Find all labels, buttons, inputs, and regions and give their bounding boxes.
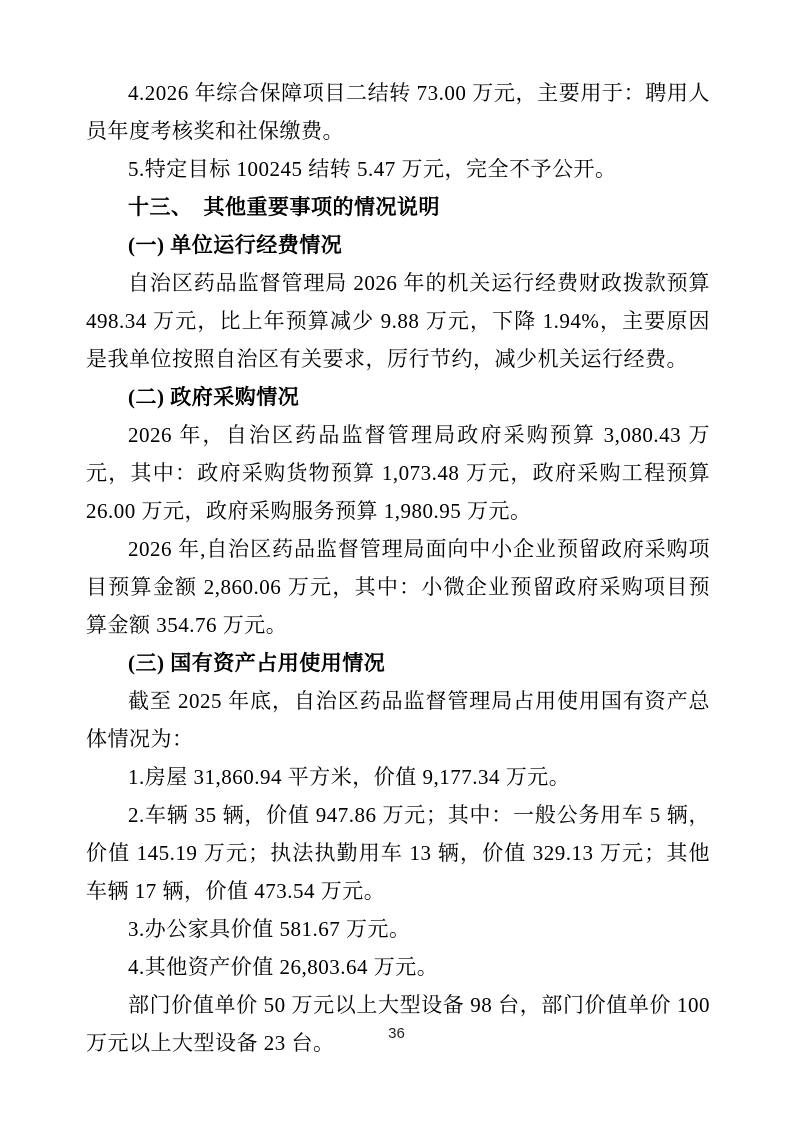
paragraph-assets-housing: 1.房屋 31,860.94 平方米，价值 9,177.34 万元。 [128, 765, 571, 789]
paragraph-assets-vehicles: 2.车辆 35 辆，价值 947.86 万元；其中：一般公务用车 5 辆，价值 145.19 万元；执法执勤用车 13 辆，价值 329.13 万元；其他车辆 17 辆，价值 473.54 万元。 [86, 803, 710, 903]
paragraph-operating-cost: 自治区药品监督管理局 2026 年的机关运行经费财政拨款预算 498.34 万元，比上年预算减少 9.88 万元，下降 1.94%，主要原因是我单位按照自治区有关要求，厉行节约，减少机关运行经费。 [86, 271, 710, 371]
page-number: 36 [388, 1025, 405, 1042]
paragraph-assets-furniture: 3.办公家具价值 581.67 万元。 [128, 917, 411, 941]
subsection-heading-1-operating-cost: (一) 单位运行经费情况 [128, 233, 343, 257]
document-body [86, 74, 710, 1062]
paragraph-procurement-sme: 2026 年,自治区药品监督管理局面向中小企业预留政府采购项目预算金额 2,860.06 万元，其中：小微企业预留政府采购项目预算金额 354.76 万元。 [86, 537, 710, 637]
paragraph-carryover-item4: 4.2026 年综合保障项目二结转 73.00 万元，主要用于：聘用人员年度考核奖和社保缴费。 [86, 81, 710, 143]
paragraph-large-equipment: 部门价值单价 50 万元以上大型设备 98 台，部门价值单价 100 万元以上大型设备 23 台。 [86, 993, 710, 1055]
paragraph-assets-intro: 截至 2025 年底，自治区药品监督管理局占用使用国有资产总体情况为： [86, 689, 710, 751]
paragraph-carryover-item5: 5.特定目标 100245 结转 5.47 万元，完全不予公开。 [128, 157, 617, 181]
subsection-heading-2-procurement: (二) 政府采购情况 [128, 385, 300, 409]
paragraph-assets-other: 4.其他资产价值 26,803.64 万元。 [128, 955, 439, 979]
subsection-heading-3-state-assets: (三) 国有资产占用使用情况 [128, 651, 386, 675]
paragraph-procurement-total: 2026 年，自治区药品监督管理局政府采购预算 3,080.43 万元，其中：政府采购货物预算 1,073.48 万元，政府采购工程预算 26.00 万元，政府采购服务预算 1,980.95 万元。 [86, 423, 710, 523]
section-heading-13: 十三、 其他重要事项的情况说明 [128, 195, 440, 219]
